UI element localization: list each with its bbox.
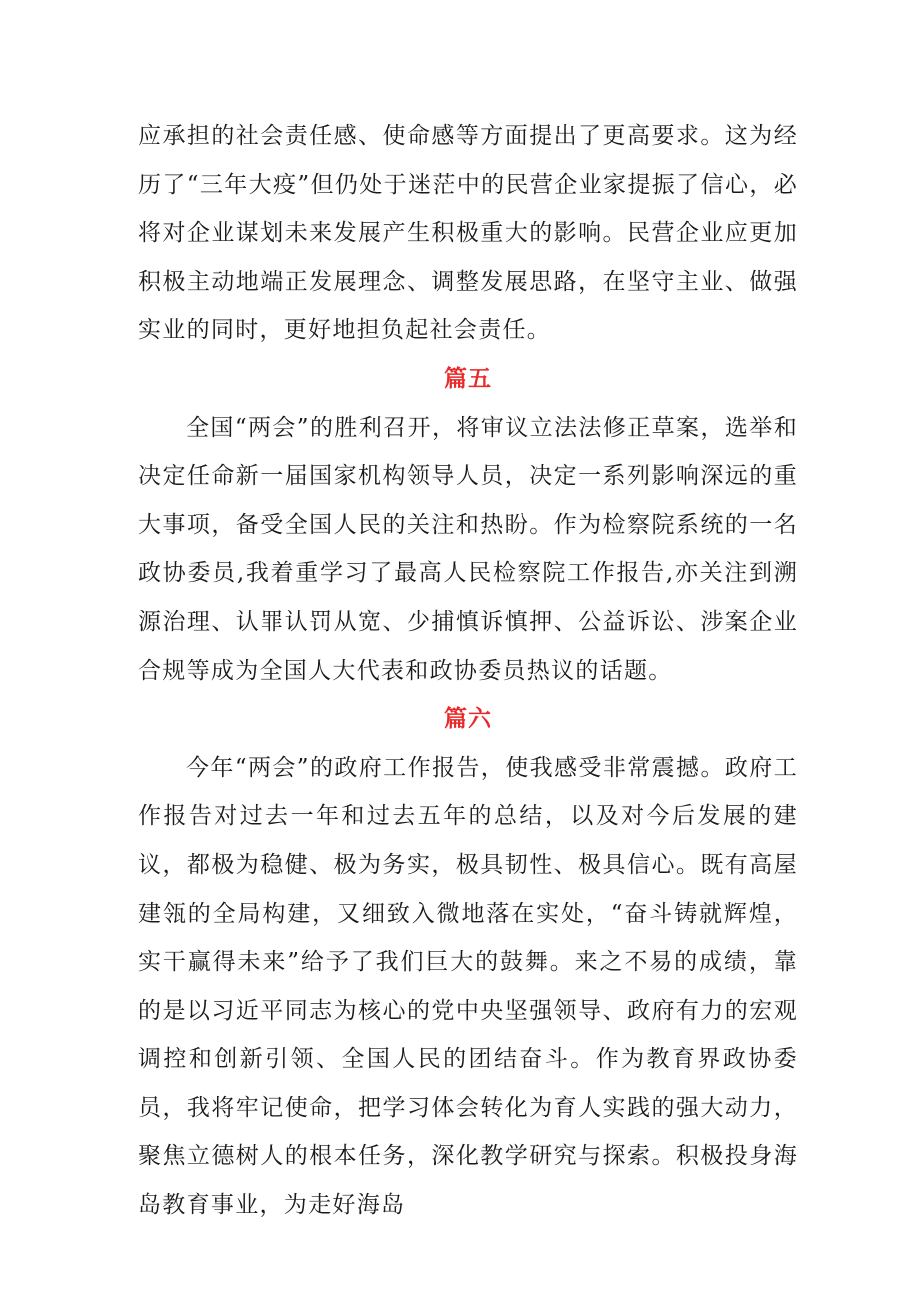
section-heading-5: 篇五 (444, 365, 492, 392)
section-5-paragraph: 全国“两会”的胜利召开，将审议立法法修正草案，选举和决定任命新一届国家机构领导人员，决定一系列影响深远的重大事项，备受全国人民的关注和热盼。作为检察院系统的一名政协委员,我着重学习了最高人民检察院工作报告,亦关注到溯源治理、认罪认罚从宽、少捕慎诉慎押、公益诉讼、涉案企业合规等成为全国人大代表和政协委员热议的话题。 (138, 414, 798, 684)
intro-paragraph: 应承担的社会责任感、使命感等方面提出了更高要求。这为经历了“三年大疫”但仍处于迷茫中的民营企业家提振了信心，必将对企业谋划未来发展产生积极重大的影响。民营企业应更加积极主动地端正发展理念、调整发展思路，在坚守主业、做强实业的同时，更好地担负起社会责任。 (138, 123, 798, 344)
document-page (138, 112, 798, 1230)
section-6-paragraph: 今年“两会”的政府工作报告，使我感受非常震撼。政府工作报告对过去一年和过去五年的总结，以及对今后发展的建议，都极为稳健、极为务实，极具韧性、极具信心。既有高屋建瓴的全局构建，又细致入微地落在实处，“奋斗铸就辉煌，实干赢得未来”给予了我们巨大的鼓舞。来之不易的成绩，靠的是以习近平同志为核心的党中央坚强领导、政府有力的宏观调控和创新引领、全国人民的团结奋斗。作为教育界政协委员，我将牢记使命，把学习体会转化为育人实践的强大动力，聚焦立德树人的根本任务，深化教学研究与探索。积极投身海岛教育事业，为走好海岛 (138, 754, 798, 1219)
section-heading-6: 篇六 (444, 706, 492, 733)
